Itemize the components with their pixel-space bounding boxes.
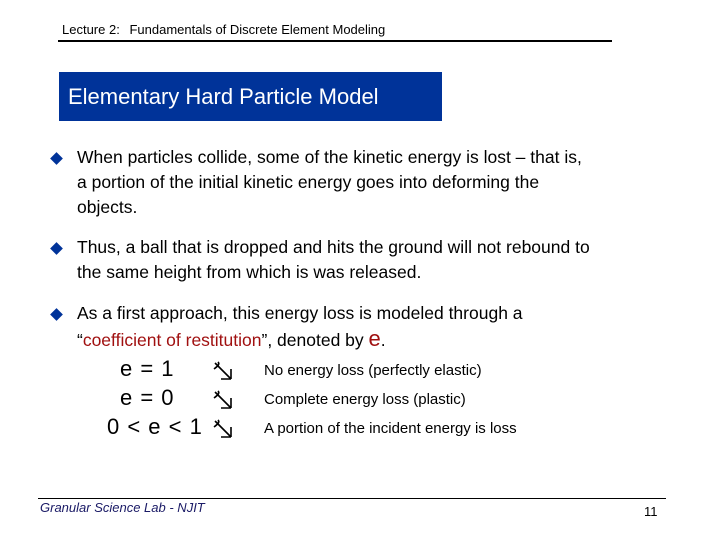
lab-suffix: - NJIT (165, 500, 205, 515)
bullet-diamond-icon (50, 308, 63, 321)
bullet-1-line-3: objects. (77, 197, 138, 217)
bullet-2-line-1: Thus, a ball that is dropped and hits the ground will not rebound to (77, 237, 590, 257)
case-equation-1: e = 1 (120, 356, 175, 381)
restitution-symbol: e (368, 326, 381, 351)
case-description-1: No energy loss (perfectly elastic) (264, 362, 482, 379)
bullet-3-text (77, 301, 523, 353)
lecture-label: Lecture 2: (62, 22, 120, 37)
case-description-3: A portion of the incident energy is loss (264, 420, 517, 437)
bullet-diamond-icon (50, 152, 63, 165)
quote-close: ”, denoted by (261, 330, 364, 350)
bullet-2-text (77, 235, 590, 285)
bullet-3-line-1: As a first approach, this energy loss is modeled through a (77, 303, 523, 323)
arrow-icon (212, 360, 234, 382)
bullet-3-line-2 (77, 326, 523, 353)
slide-title: Elementary Hard Particle Model (68, 84, 379, 109)
header-divider (58, 40, 612, 42)
lecture-title: Fundamentals of Discrete Element Modeling (129, 22, 386, 37)
period: . (380, 330, 386, 350)
bullet-2-line-2: the same height from which is was released. (77, 262, 422, 282)
lecture-header (62, 22, 385, 37)
case-description-2: Complete energy loss (plastic) (264, 391, 466, 408)
bullet-1-text (77, 145, 582, 220)
slide-title-box (59, 72, 442, 121)
case-equation-3: 0 < e < 1 (107, 414, 203, 439)
bullet-diamond-icon (50, 242, 63, 255)
arrow-icon (212, 389, 234, 411)
arrow-icon (212, 418, 234, 440)
quote-open: “ (77, 330, 83, 350)
restitution-term: coefficient of restitution (82, 330, 262, 350)
lab-name: Granular Science Lab (40, 500, 166, 515)
case-equation-2: e = 0 (120, 385, 175, 410)
bullet-1-line-2: a portion of the initial kinetic energy goes into deforming the (77, 172, 540, 192)
footer-divider (38, 498, 666, 499)
footer-lab (40, 500, 205, 515)
page-number: 11 (644, 504, 658, 519)
bullet-1-line-1: When particles collide, some of the kinetic energy is lost – that is, (77, 147, 582, 167)
